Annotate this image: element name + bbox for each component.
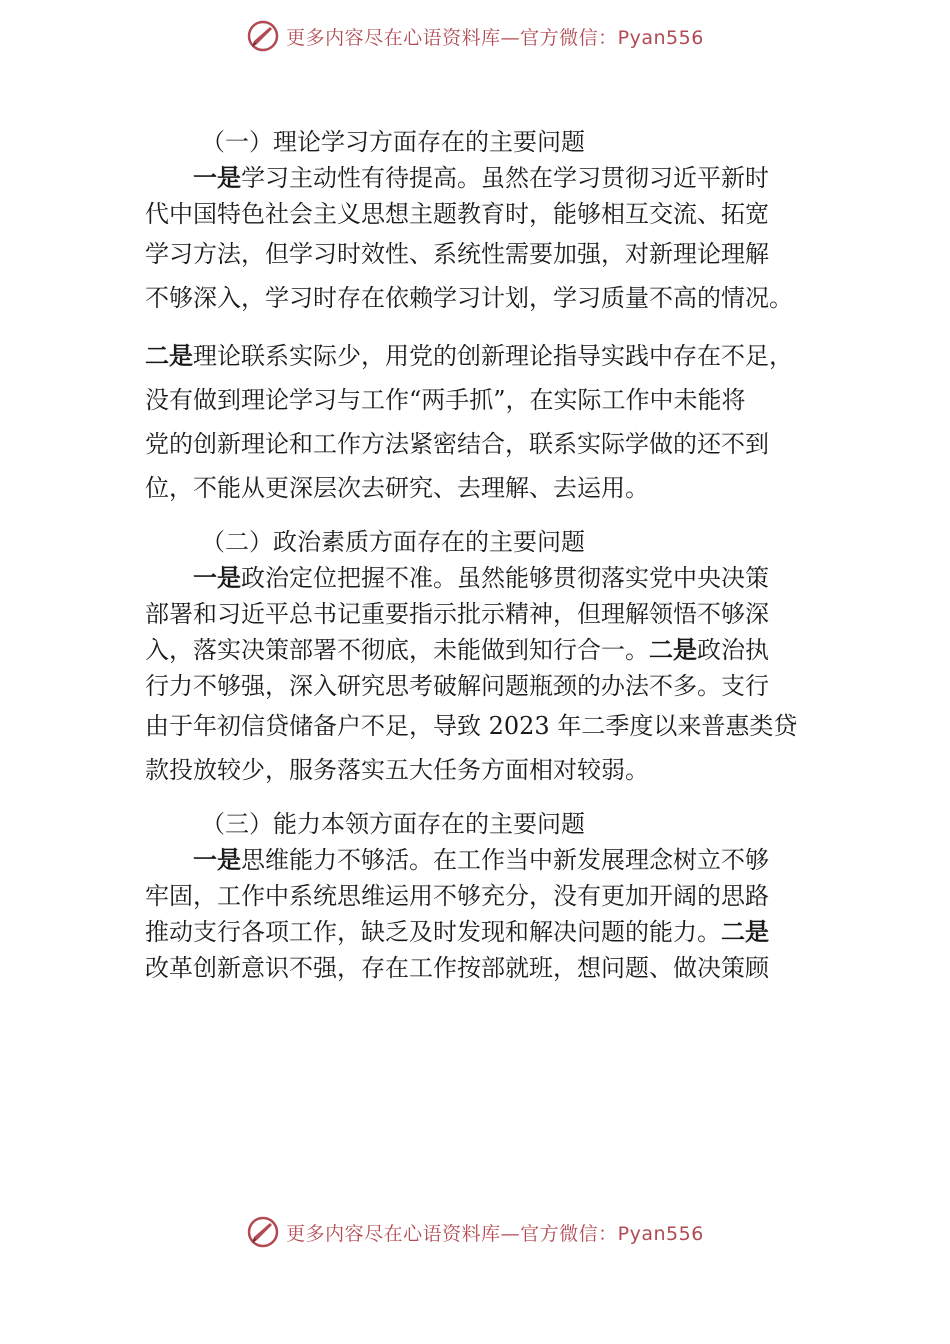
brand-logo-icon xyxy=(246,1215,280,1249)
lead-marker: 一是 xyxy=(193,846,241,874)
wechat-id: Pyan556 xyxy=(617,1222,704,1245)
text-line: 党的创新理论和工作方法紧密结合，联系实际学做的还不到 xyxy=(145,430,769,458)
brand-logo-icon xyxy=(246,19,280,53)
text-line: 位，不能从更深层次去研究、去理解、去运用。 xyxy=(145,474,649,502)
text-line: 牢固，工作中系统思维运用不够充分，没有更加开阔的思路 xyxy=(145,882,769,910)
section-heading-1: （一）理论学习方面存在的主要问题 xyxy=(201,128,585,156)
footer-watermark xyxy=(0,1212,950,1252)
paragraph-2-1: 一是政治定位把握不准。虽然能够贯彻落实党中央决策 xyxy=(193,564,769,592)
text-line: 行力不够强，深入研究思考破解问题瓶颈的办法不多。支行 xyxy=(145,672,769,700)
paragraph-1-2: 二是理论联系实际少，用党的创新理论指导实践中存在不足， xyxy=(145,342,793,370)
lead-marker: 二是 xyxy=(649,636,697,664)
banner-text: 更多内容尽在心语资料库—官方微信：Pyan556 xyxy=(286,26,704,49)
section-heading-3: （三）能力本领方面存在的主要问题 xyxy=(201,810,585,838)
header-watermark xyxy=(0,16,950,56)
banner-text: 更多内容尽在心语资料库—官方微信：Pyan556 xyxy=(286,1222,704,1245)
lead-marker: 一是 xyxy=(193,564,241,592)
lead-marker: 二是 xyxy=(721,918,769,946)
wechat-id: Pyan556 xyxy=(617,26,704,49)
text-line: 学习方法，但学习时效性、系统性需要加强，对新理论理解 xyxy=(145,240,769,268)
section-heading-2: （二）政治素质方面存在的主要问题 xyxy=(201,528,585,556)
document-body xyxy=(145,124,835,986)
text-line: 款投放较少，服务落实五大任务方面相对较弱。 xyxy=(145,756,649,784)
text-line: 推动支行各项工作，缺乏及时发现和解决问题的能力。二是 xyxy=(145,918,769,946)
text-line: 改革创新意识不强，存在工作按部就班，想问题、做决策顾 xyxy=(145,954,769,982)
lead-marker: 二是 xyxy=(145,342,193,370)
paragraph-3-1: 一是思维能力不够活。在工作当中新发展理念树立不够 xyxy=(193,846,769,874)
text-line: 没有做到理论学习与工作“两手抓”，在实际工作中未能将 xyxy=(145,386,746,414)
text-line: 由于年初信贷储备户不足，导致 2023 年二季度以来普惠类贷 xyxy=(145,712,798,740)
paragraph-1-1: 一是学习主动性有待提高。虽然在学习贯彻习近平新时 xyxy=(193,164,769,192)
text-line: 入，落实决策部署不彻底，未能做到知行合一。二是政治执 xyxy=(145,636,769,664)
text-line: 不够深入，学习时存在依赖学习计划，学习质量不高的情况。 xyxy=(145,284,793,312)
text-line: 代中国特色社会主义思想主题教育时，能够相互交流、拓宽 xyxy=(145,200,769,228)
text-line: 部署和习近平总书记重要指示批示精神，但理解领悟不够深 xyxy=(145,600,769,628)
lead-marker: 一是 xyxy=(193,164,241,192)
